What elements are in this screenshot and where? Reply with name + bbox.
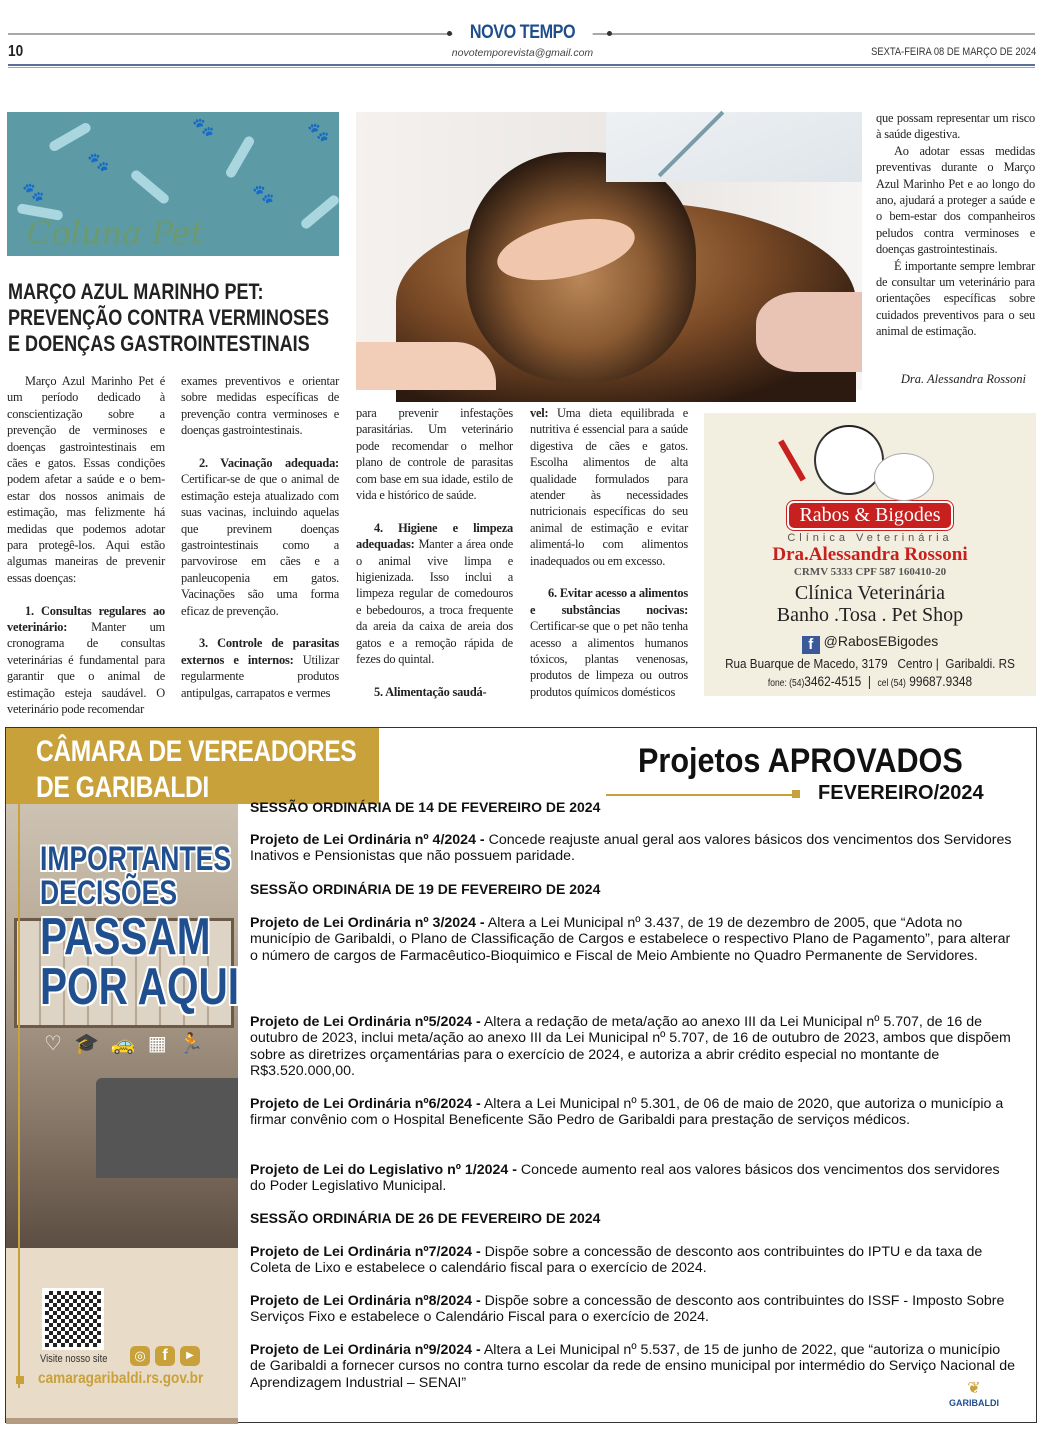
paragraph: [356, 520, 513, 668]
project-item: [250, 1096, 1015, 1129]
headline-line: PREVENÇÃO CONTRA VERMINOSES: [8, 305, 330, 330]
ad-doctor: Dra.Alessandra Rossoni: [772, 544, 968, 565]
title-underline: [606, 794, 794, 796]
project-label: Projeto de Lei Ordinária nº8/2024 -: [250, 1293, 481, 1309]
subheading: vel:: [530, 406, 549, 420]
project-item: [250, 832, 1015, 865]
council-header: [6, 728, 379, 804]
facebook-handle: @RabosEBigodes: [823, 633, 939, 649]
title-part: Projetos: [638, 742, 768, 780]
ad-phones: fone: (54)3462-4515 | cel (54) 99687.9348: [767, 673, 973, 689]
paragraph-text: Uma dieta equilibrada e nutritiva é essencial para a saúde digestiva de cães e gatos. Escolha alimentos de alta qualidade formulados para atender às necessidades nutricionais específicas do seu animal de estimação e evitar alimentá-lo com alimentos inadequados ou em excesso.: [530, 406, 688, 568]
bullet: [16, 1376, 24, 1384]
project-item: [250, 1162, 1015, 1195]
project-item: [250, 1014, 1015, 1080]
paragraph-text: Manter um cronograma de consultas veterinárias é fundamental para garantir que o animal de estimação esteja saudável. O veterinário pode recomendar: [7, 620, 165, 717]
article-column-5: [876, 110, 1035, 360]
project-text: Dispõe sobre a concessão de desconto aos contribuintes do IPTU e da taxa de Coleta de Lixo e estabelece o calendário fiscal para o exercício de 2024.: [250, 1244, 983, 1277]
subheading: 1. Consultas regulares ao veterinário:: [7, 603, 165, 635]
project-label: Projeto de Lei Ordinária nº 4/2024 -: [250, 832, 485, 848]
header-email: novotemporevista@gmail.com: [451, 47, 594, 59]
project-item: [250, 1293, 1015, 1326]
article-column-2: [181, 373, 339, 703]
paw-icon: 🐾: [87, 152, 110, 172]
session-title: SESSÃO ORDINÁRIA DE 26 DE FEVEREIRO DE 2024: [250, 1210, 601, 1226]
project-item: [250, 915, 1015, 964]
paragraph-text: Certificar-se que o pet não tenha acesso a alimentos humanos tóxicos, plantas venenosas, produtos de limpeza ou outros produtos químicos domésticos: [530, 619, 688, 699]
paw-icon: 🐾: [192, 117, 215, 137]
cel: 99687.9348: [909, 673, 973, 689]
headline-line: MARÇO AZUL MARINHO PET:: [8, 279, 264, 304]
article-author: Dra. Alessandra Rossoni: [900, 372, 1026, 386]
subheading: 6. Evitar acesso a alimentos e substâncias nocivas:: [530, 586, 688, 617]
chamber-photo: [6, 728, 238, 1424]
project-text: Concede aumento real aos valores básicos dos vencimentos dos servidores do Poder Legislativo Municipal.: [250, 1162, 1000, 1195]
projects-title: [638, 742, 963, 781]
paw-icon: 🐾: [22, 182, 45, 202]
session-title: SESSÃO ORDINÁRIA DE 19 DE FEVEREIRO DE 2024: [250, 881, 601, 897]
building-icon: ▦: [147, 1031, 179, 1055]
slogan-line: PASSAM: [40, 908, 211, 966]
bone-icon: [224, 135, 256, 180]
council-name: DE GARIBALDI: [36, 771, 209, 804]
paw-icon: 🐾: [252, 184, 275, 204]
project-text: Altera a Lei Municipal nº 5.301, de 06 de maio de 2020, que autoriza o município a firmar convênio com o Hospital Beneficente São Pedro de Garibaldi para prestação de serviços médicos.: [250, 1096, 1004, 1129]
header-dot: [447, 31, 452, 36]
ad-registration: CRMV 5333 CPF 587 160410-20: [793, 566, 947, 578]
column-banner-title: Coluna Pet: [27, 214, 204, 252]
runner-icon: 🏃: [178, 1031, 216, 1055]
subheading: 3. Controle de parasitas externos e internos:: [181, 636, 339, 667]
paragraph-text: Manter a área onde o animal vive limpa e higienizada. Isso inclui a limpeza regular de comedouros e bebedouros, a troca frequente da areia da caixa de areia dos gatos e a remoção rápida de fezes do quintal.: [356, 537, 513, 667]
website-link[interactable]: camaragaribaldi.rs.gov.br: [38, 1370, 204, 1387]
header-dot: [607, 31, 612, 36]
project-label: Projeto de Lei Ordinária nº 3/2024 -: [250, 915, 485, 931]
project-label: Projeto de Lei do Legislativo nº 1/2024 -: [250, 1162, 517, 1178]
ad-facebook: [704, 632, 1036, 654]
paragraph: [181, 635, 339, 701]
project-text: Altera a Lei Municipal nº 3.437, de 19 de dezembro de 2005, que “Adota no município de Garibaldi, o Plano de Classificação de Cargos e estabelece o respectivo Plano de Pagamento”, para alterar o número de cargos de Farmacêutico-Bioquimico e Fiscal de Meio Ambiente no Quadro Permanente de Servidores.: [250, 915, 1011, 964]
projects-month: FEVEREIRO/2024: [818, 782, 984, 804]
project-item: [250, 1342, 1015, 1391]
visit-label: Visite nosso site: [40, 1353, 108, 1365]
session-title: SESSÃO ORDINÁRIA DE 14 DE FEVEREIRO DE 2024: [250, 799, 601, 815]
paw-icon: 🐾: [307, 122, 330, 142]
project-label: Projeto de Lei Ordinária nº7/2024 -: [250, 1244, 481, 1260]
paragraph: [181, 455, 339, 619]
article-headline: [8, 279, 344, 357]
project-text: Concede reajuste anual geral aos valores básicos dos vencimentos dos Servidores Inativos e Pensionistas que não possuem paridade.: [250, 832, 1012, 865]
project-text: Dispõe sobre a concessão de desconto aos contribuintes do ISSF - Imposto Sobre Serviços Fixo e estabelece o Calendário Fiscal para o exercício de 2024.: [250, 1293, 1005, 1326]
article-column-4: [530, 405, 688, 703]
bone-icon: [48, 121, 93, 153]
service-icons: [44, 1031, 216, 1055]
youtube-icon[interactable]: ▶: [180, 1346, 200, 1366]
project-label: Projeto de Lei Ordinária nº5/2024 -: [250, 1014, 481, 1030]
qr-code[interactable]: [42, 1288, 104, 1350]
subheading: 2. Vacinação adequada:: [199, 456, 339, 471]
slogan-line: POR AQUI: [40, 958, 240, 1016]
paragraph: [356, 684, 513, 700]
paragraph: [530, 405, 688, 569]
graduation-cap-icon: 🎓: [73, 1031, 111, 1055]
project-text: Altera a redação de meta/ação ao anexo III da Lei Municipal nº 5.707, de 16 de outubro de 2023, inclui meta/ação ao anexo III da Lei Municipal nº 5.707, de 16 de outubro de 2023, ambos que dispõem sobre as diretrizes orçamentárias para o exercício de 2024, e autoriza a abrir crédito especial no montante de R$3.520.000,00.: [250, 1014, 1011, 1080]
facebook-icon: f: [802, 636, 820, 654]
paragraph: Março Azul Marinho Pet é um período dedicado à conscientização sobre a prevenção de verminoses e doenças gastrointestinais em cães e gatos. Essas condições podem afetar a saúde e o bem-estar dos nossos animais de estimação, mas felizmente há medidas que podemos adotar para protegê-los. Aqui estão algumas maneiras de prevenir essas doenças:: [7, 374, 165, 585]
ad-subtitle: Clínica Veterinária: [787, 532, 953, 544]
taxi-icon: 🚕: [110, 1031, 148, 1055]
heart-pulse-icon: ♡: [44, 1031, 74, 1055]
article-column-3: [356, 405, 513, 703]
column-banner: [7, 112, 339, 256]
council-section: [5, 727, 1037, 1423]
header-date: SEXTA-FEIRA 08 DE MARÇO DE 2024: [870, 46, 1036, 58]
ad-service: Clínica Veterinária: [794, 582, 946, 604]
subheading: 4. Higiene e limpeza adequadas:: [356, 520, 513, 552]
dog-vaccination-photo: [356, 112, 862, 390]
masthead: NOVO TEMPO: [452, 22, 592, 44]
paragraph-text: Certificar-se de que o animal de estimação esteja atualizado com suas vacinas, incluindo aquelas que previnem doenças gastrointestinais como a parvovirose em cães e a panleucopenia em gatos. Vacinações são uma forma eficaz de prevenção.: [181, 472, 339, 618]
project-label: Projeto de Lei Ordinária nº9/2024 -: [250, 1342, 481, 1358]
headline-line: E DOENÇAS GASTROINTESTINAIS: [8, 331, 310, 356]
cel-label: cel (54): [877, 678, 906, 689]
project-label: Projeto de Lei Ordinária nº6/2024 -: [250, 1096, 481, 1112]
paragraph: É importante sempre lembrar de consultar um veterinário para orientações específicas sobre cuidados preventivos para o seu animal de estimação.: [876, 258, 1035, 339]
paragraph: que possam representar um risco à saúde digestiva.: [876, 111, 1035, 142]
header-divider: [8, 64, 1035, 66]
facebook-icon[interactable]: f: [155, 1346, 175, 1366]
project-text: Altera a Lei Municipal nº 5.537, de 15 de junho de 2022, que “autoriza o município de Garibaldi a fornecer cursos no contra turno escolar da rede de ensino municipal por intermédio do Serviço Nacional de Aprendizagem Industrial – SENAI”: [250, 1342, 1015, 1391]
ad-service: Banho .Tosa . Pet Shop: [776, 604, 964, 626]
paragraph: [530, 585, 688, 700]
ad-brand: Rabos & Bigodes: [787, 501, 952, 530]
page-number: 10: [8, 43, 24, 60]
logo-text: GARIBALDI: [949, 1398, 999, 1408]
project-item: [250, 1244, 1015, 1277]
bone-icon: [129, 168, 171, 205]
slogan-line: IMPORTANTES: [40, 840, 232, 878]
paragraph: Ao adotar essas medidas preventivas durante o Março Azul Marinho Pet e ao longo do ano, ajudará a proteger a saúde e o bem-estar dos companheiros peludos contra verminoses e doenças gastrointestinais.: [876, 143, 1035, 257]
garibaldi-logo: [944, 1378, 1004, 1408]
phone-label: fone: (54): [767, 678, 805, 689]
title-bullet: [792, 790, 800, 798]
council-name: CÂMARA DE VEREADORES: [36, 735, 357, 768]
rabos-bigodes-ad: [704, 413, 1036, 696]
bone-icon: [299, 193, 341, 230]
ad-address: Rua Buarque de Macedo, 3179 Centro | Garibaldi. RS: [725, 656, 1015, 671]
phone: 3462-4515: [804, 673, 862, 689]
paragraph: para prevenir infestações parasitárias. Um veterinário pode recomendar o melhor plano de controle de parasitas com base em sua idade, estilo de vida e histórico de saúde.: [356, 406, 513, 503]
dog-cat-logo: [704, 413, 1036, 501]
article-column-1: [7, 373, 165, 717]
header-divider: [8, 67, 1035, 68]
subheading: 5. Alimentação saudá-: [374, 684, 487, 699]
instagram-icon[interactable]: ◎: [130, 1346, 150, 1366]
wheat-icon: ❦: [967, 1380, 981, 1397]
social-icons: [130, 1346, 200, 1366]
slogan-line: DECISÕES: [40, 874, 178, 912]
title-part: APROVADOS: [767, 742, 963, 780]
paragraph: [7, 603, 165, 718]
paragraph: exames preventivos e orientar sobre medidas específicas de prevenção contra verminoses e doenças gastrointestinais.: [181, 374, 339, 438]
paragraph-text: Utilizar regularmente produtos antipulgas, carrapatos e vermes: [181, 652, 339, 700]
